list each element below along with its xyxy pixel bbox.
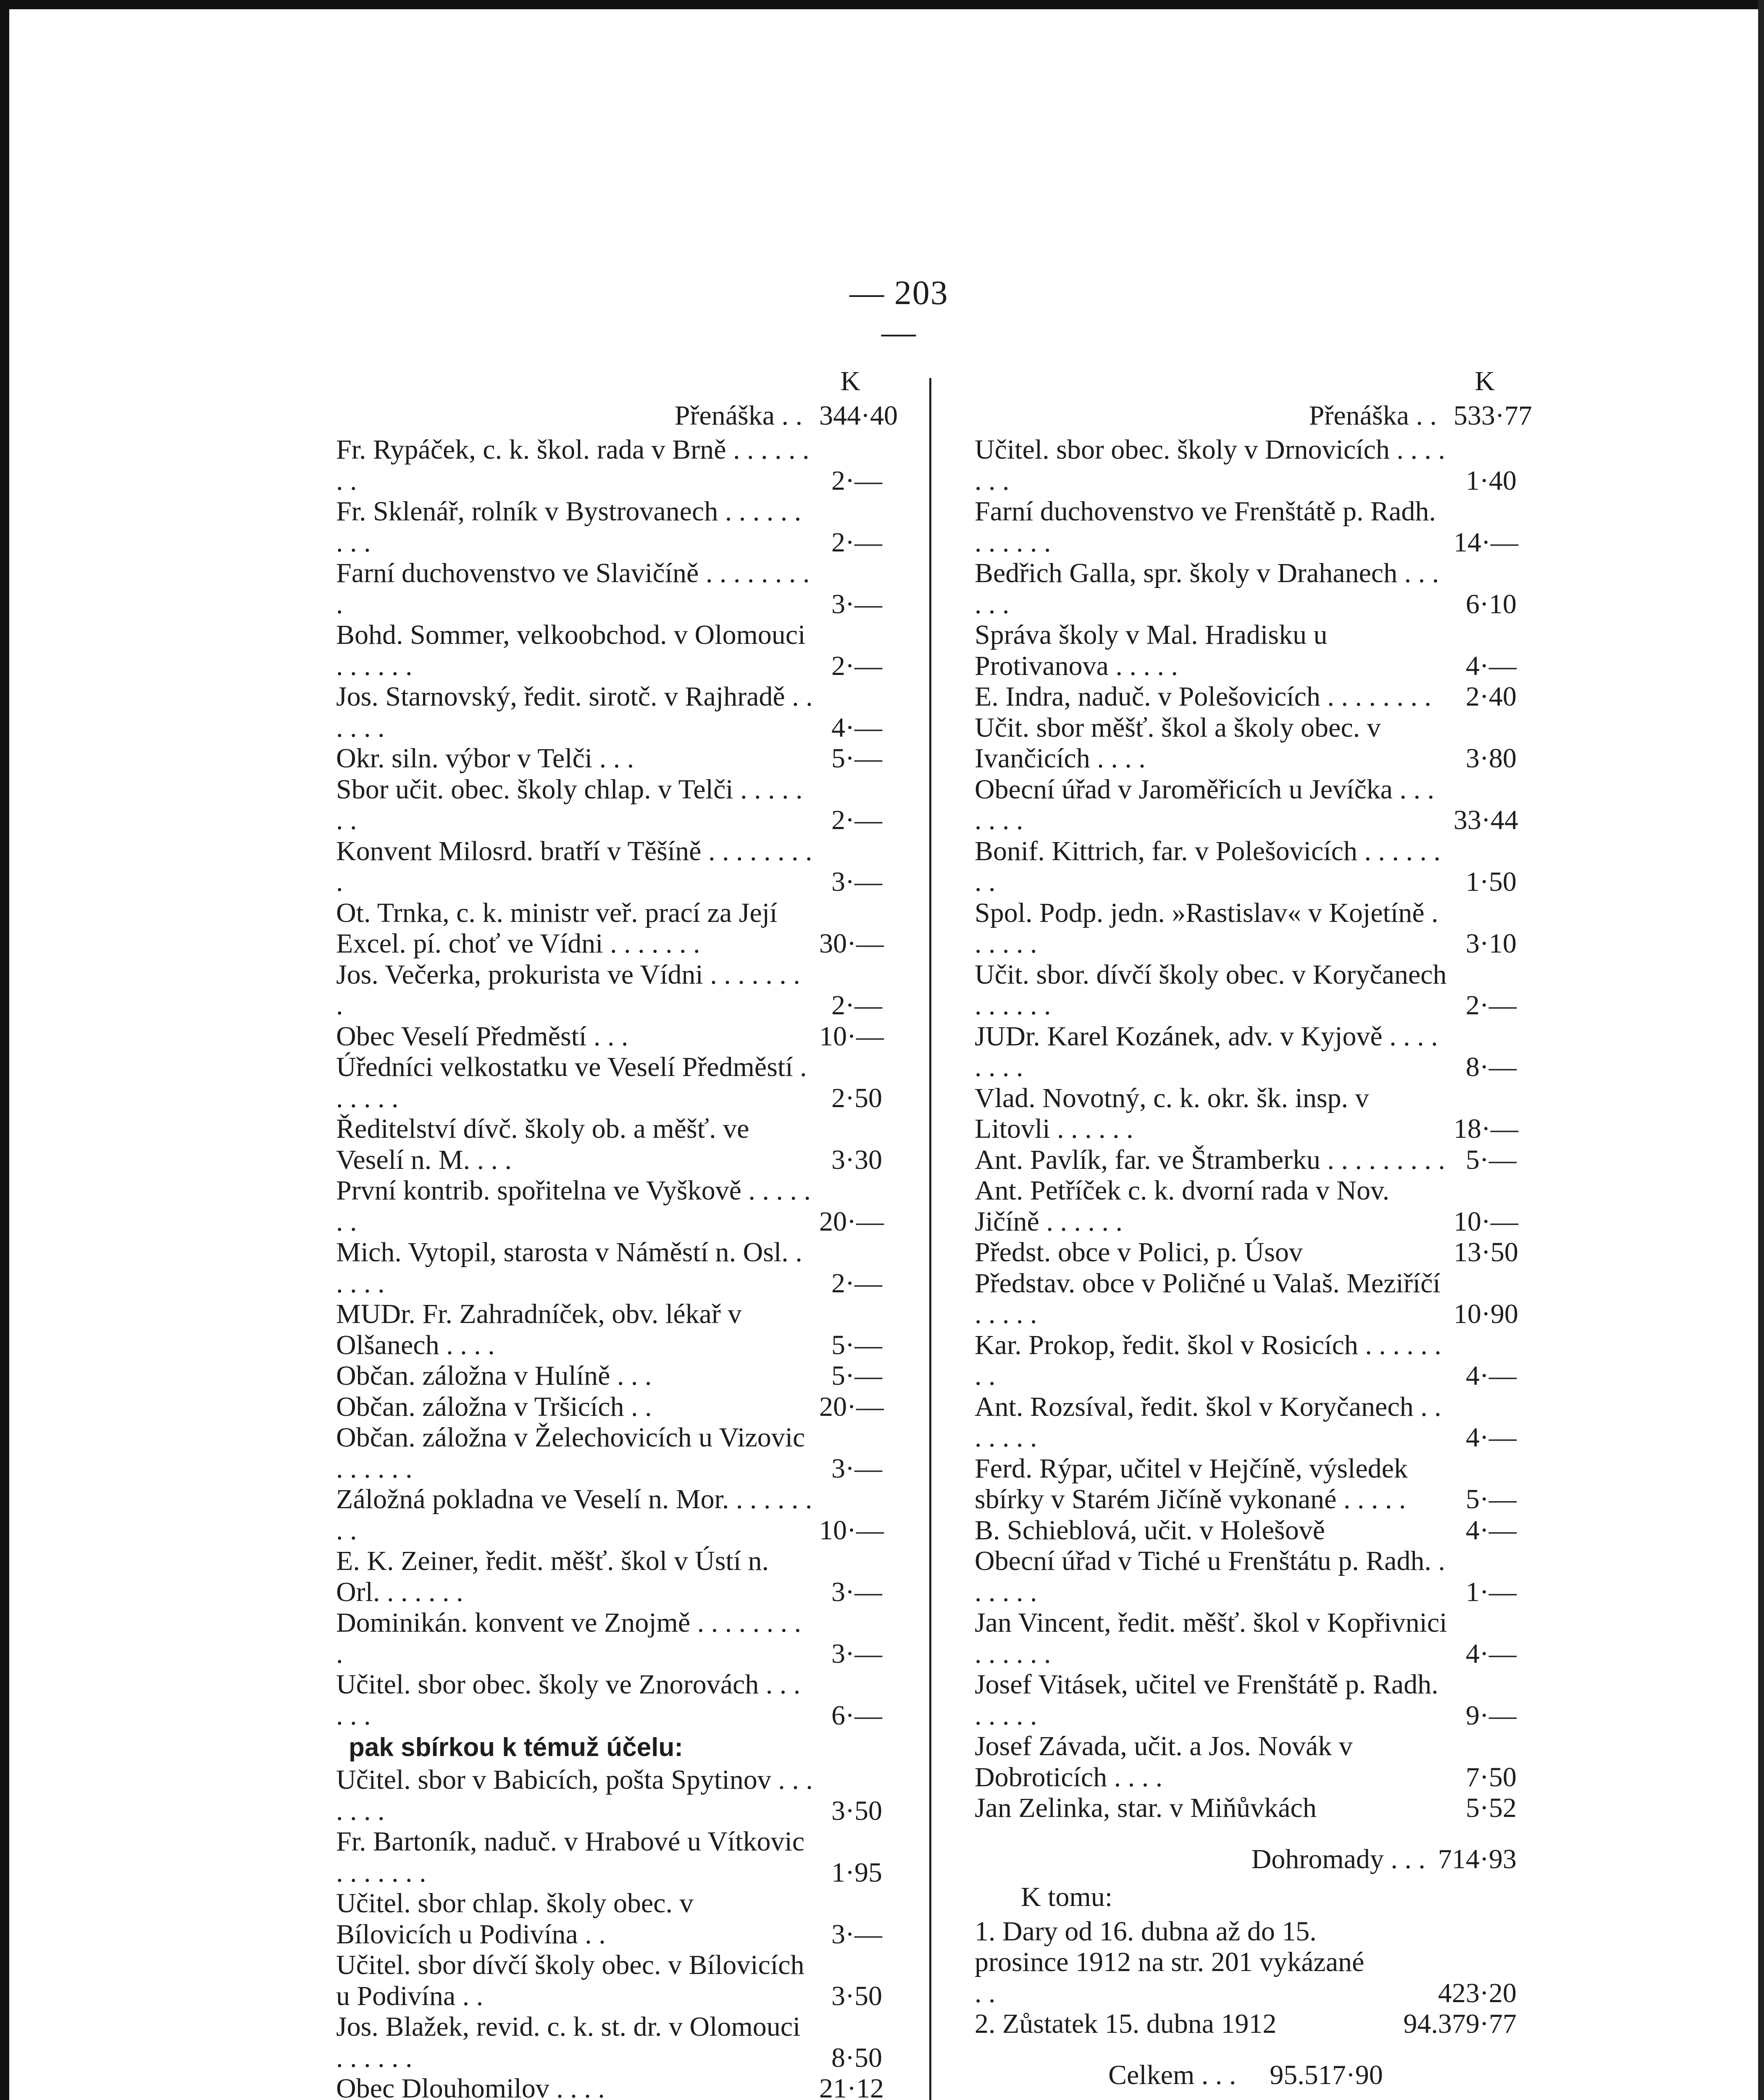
entry-row [975,712,1517,774]
grand-total-value: 95.517·90 [1270,2059,1383,2090]
entry-text: B. Schieblová, učit. v Holešově [975,1515,1325,1546]
entry-text: Jos. Blažek, revid. c. k. st. dr. v Olomouci . . . . . . [336,2011,801,2073]
entry-row [336,1546,882,1607]
entry-amount: 4·— [1466,1360,1517,1391]
entry-amount: 2·40 [1466,681,1517,712]
entry-amount: 3·— [831,866,882,897]
entry-amount: 2·— [831,465,882,496]
entry-amount: 2·— [831,805,882,835]
entry-text: 1. Dary od 16. dubna až do 15. prosince 1912 na str. 201 vykázané . . [975,1916,1364,2008]
entry-row [975,959,1517,1021]
entry-text: Konvent Milosrd. bratří v Těšíně . . . . . . . . . [336,835,812,897]
entry-row [975,1391,1517,1453]
entry-row [336,1052,882,1113]
entry-row [975,1793,1517,1824]
entry-row [336,2011,882,2073]
scan-edge-left [0,0,9,2100]
entry-row [975,1330,1517,1391]
left-column [336,365,898,2100]
collection-list [336,1764,882,2100]
entry-row [975,1175,1517,1237]
entry-text: Obecní úřad v Jaroměřicích u Jevíčka . . . . . . . [975,774,1435,835]
entry-text: Jan Zelinka, star. v Miňůvkách [975,1793,1317,1823]
entry-amount: 6·— [831,1700,882,1731]
entry-row [336,1360,882,1391]
subtotal-value: 714·93 [1438,1843,1517,1874]
entry-text: Učit. sbor. dívčí školy obec. v Koryčanech . . . . . . [975,959,1447,1021]
entry-amount: 9·— [1466,1700,1517,1731]
entry-text: Jos. Večerka, prokurista ve Vídni . . . . . . . . [336,959,800,1021]
entry-row [336,1888,882,1950]
entry-text: Vlad. Novotný, c. k. okr. šk. insp. v Litovli . . . . . . [975,1082,1369,1144]
carry-in-label: Přenáška . . [1309,400,1437,431]
subtotal-label: Dohromady . . . [1251,1843,1426,1874]
entry-text: Bedřich Galla, spr. školy v Drahanech . . . . . . [975,558,1439,620]
entry-amount: 4·— [831,712,882,743]
entry-amount: 20·— [819,1206,884,1237]
entry-row [975,1546,1517,1607]
donation-list [336,434,882,1731]
entry-row [336,1826,882,1888]
entry-text: Ferd. Rýpar, učitel v Hejčíně, výsledek sbírky v Starém Jičíně vykonané . . . . . [975,1453,1408,1515]
entry-amount: 2·— [831,650,882,681]
entry-text: Učitel. sbor chlap. školy obec. v Bílovicích u Podivína . . [336,1888,694,1950]
entry-amount: 3·80 [1466,743,1517,774]
entry-text: E. K. Zeiner, ředit. měšť. škol v Ústí n. Orl. . . . . . . [336,1546,769,1607]
entry-amount: 3·50 [831,1980,882,2011]
entry-amount: 3·— [831,1919,882,1950]
entry-amount: 5·— [1466,1484,1517,1515]
entry-amount: 8·— [1466,1052,1517,1082]
currency-header: K [1475,366,1495,396]
entry-text: Okr. siln. výbor v Telči . . . [336,743,634,774]
entry-text: Předst. obce v Polici, p. Úsov [975,1237,1303,1268]
entry-text: Učitel. sbor obec. školy v Drnovicích . . . . . . . [975,434,1445,496]
entry-amount: 3·— [831,588,882,620]
entry-amount: 10·— [1454,1206,1518,1237]
entry-text: Učitel. sbor v Babicích, pošta Spytinov . . . . . . . [336,1764,813,1826]
entry-text: Spol. Podp. jedn. »Rastislav« v Kojetíně . . . . . . [975,897,1438,959]
entry-row [975,836,1517,898]
entry-text: Ant. Pavlík, far. ve Štramberku . . . . . . . . . [975,1144,1446,1175]
entry-text: Ant. Rozsíval, ředit. škol v Koryčanech . . . . . . . [975,1391,1441,1453]
entry-row [975,681,1517,712]
entry-row [336,743,882,774]
entry-row [336,1950,882,2011]
entry-amount: 4·— [1466,1515,1517,1546]
entry-text: Ot. Trnka, c. k. ministr veř. prací za Její Excel. pí. choť ve Vídni . . . . . . . [336,897,778,959]
entry-row [336,898,882,959]
entry-text: Fr. Sklenář, rolník v Bystrovanech . . . . . . . . . [336,496,802,558]
entry-text: 2. Zůstatek 15. dubna 1912 [975,2008,1277,2039]
entry-amount: 3·50 [831,1795,882,1826]
entry-text: JUDr. Karel Kozánek, adv. v Kyjově . . . . . . . . [975,1021,1438,1082]
entry-row [975,1144,1517,1176]
entry-row [975,1453,1517,1515]
entry-text: Bonif. Kittrich, far. v Polešovicích . . . . . . . . [975,835,1441,897]
entry-row [336,2073,882,2100]
entry-amount: 30·— [819,928,884,959]
entry-text: Bohd. Sommer, velkoobchod. v Olomouci . . . . . . [336,620,806,681]
entry-amount: 1·— [1466,1576,1517,1607]
entry-text: Jos. Starnovský, ředit. sirotč. v Rajhradě . . . . . . [336,681,813,743]
entry-text: Učitel. sbor obec. školy ve Znorovách . . . . . . [336,1669,801,1731]
entry-amount: 10·— [819,1515,884,1546]
entry-row [336,1764,882,1826]
entry-amount: 5·— [831,1329,882,1360]
entry-text: Mich. Vytopil, starosta v Náměstí n. Osl. . . . . . [336,1237,802,1299]
entry-text: První kontrib. spořitelna ve Vyškově . . . . . . . [336,1175,811,1237]
entry-row [975,1237,1517,1268]
subtotal-row [975,1840,1517,1878]
entry-text: Sbor učit. obec. školy chlap. v Telči . . . . . . . [336,774,803,835]
entry-text: Jan Vincent, ředit. měšť. škol v Kopřivnici . . . . . . [975,1607,1447,1669]
entry-text: Obecní úřad v Tiché u Frenštátu p. Radh. . . . . . . [975,1546,1446,1607]
entry-amount: 18·— [1454,1113,1518,1144]
entry-amount: 4·— [1466,1422,1517,1453]
carry-in-value: 533·77 [1454,400,1532,431]
entry-text: Obec Veselí Předměstí . . . [336,1021,628,1052]
currency-header: K [840,366,860,396]
entry-row [975,898,1517,959]
entry-amount: 94.379·77 [1403,2008,1517,2039]
entry-amount: 6·10 [1466,588,1517,620]
entry-amount: 8·50 [831,2042,882,2073]
entry-text: Učit. sbor měšť. škol a školy obec. v Ivančicích . . . . [975,712,1381,774]
entry-amount: 5·52 [1466,1793,1517,1823]
entry-row [336,959,882,1021]
entry-row [336,1237,882,1299]
entry-amount: 21·12 [819,2073,884,2100]
entry-row [336,1113,882,1175]
entry-amount: 4·— [1466,650,1517,681]
entry-row [336,434,882,496]
entry-row [975,496,1517,558]
entry-row [975,620,1517,681]
carry-in-value: 344·40 [819,400,898,431]
entry-amount: 2·— [831,527,882,558]
entry-row [336,1422,882,1484]
grand-total-label: Celkem . . . [1108,2059,1236,2090]
entry-amount: 10·90 [1454,1299,1518,1329]
entry-row [975,1268,1517,1330]
entry-amount: 3·— [831,1576,882,1607]
entry-text: Fr. Rypáček, c. k. škol. rada v Brně . . . . . . . . [336,434,810,496]
entry-row [336,681,882,743]
entry-amount: 5·— [831,743,882,774]
entry-amount: 7·50 [1466,1761,1517,1793]
k-tomu-label: K tomu: [1021,1881,1113,1912]
entry-row [975,434,1517,496]
entry-amount: 3·— [831,1638,882,1669]
carry-in-label: Přenáška . . [674,400,802,431]
entry-text: Farní duchovenstvo ve Frenštátě p. Radh. . . . . . . [975,496,1436,558]
right-column [975,365,1532,2094]
entry-text: Kar. Prokop, ředit. škol v Rosicích . . . . . . . . [975,1329,1441,1391]
entry-amount: 13·50 [1454,1237,1518,1268]
entry-text: Úředníci velkostatku ve Veselí Předměstí . . . . . . [336,1052,807,1113]
entry-text: Ant. Petříček c. k. dvorní rada v Nov. Jičíně . . . . . . [975,1175,1390,1237]
entry-row [975,1607,1517,1669]
entry-text: E. Indra, naduč. v Polešovicích . . . . . . . . [975,681,1431,712]
entry-amount: 1·50 [1466,866,1517,897]
scan-edge-top [0,0,1764,9]
entry-amount: 5·— [831,1360,882,1391]
entry-amount: 1·95 [831,1857,882,1888]
entry-text: Farní duchovenstvo ve Slavičíně . . . . . . . . . [336,558,810,620]
grand-total-row [975,2056,1517,2094]
entry-text: Obec Dlouhomilov . . . . [336,2073,605,2100]
entry-amount: 2·— [831,1268,882,1299]
entry-amount: 3·10 [1466,928,1517,959]
section-heading: pak sbírkou k témuž účelu: [349,1733,683,1762]
entry-amount: 10·— [819,1021,884,1052]
entry-row [336,1484,882,1546]
entry-amount: 423·20 [1438,1977,1517,2008]
entry-amount: 1·40 [1466,465,1517,496]
carry-in-row [336,397,898,434]
entry-row [975,2008,1517,2040]
entry-amount: 2·50 [831,1082,882,1113]
entry-row [336,1669,882,1731]
entry-amount: 2·— [831,990,882,1021]
entry-text: Dominikán. konvent ve Znojmě . . . . . . . . . [336,1607,802,1669]
entry-text: Ředitelství dívč. školy ob. a měšť. ve Veselí n. M. . . . [336,1113,749,1175]
entry-row [975,1515,1517,1546]
entry-row [975,1669,1517,1731]
summary-block [975,1840,1517,2094]
entry-amount: 20·— [819,1391,884,1422]
entry-row [336,1021,882,1052]
entry-row [975,1916,1517,2009]
entry-row [975,1021,1517,1083]
entry-text: Správa školy v Mal. Hradisku u Protivanova . . . . . [975,620,1328,681]
entry-row [975,1083,1517,1144]
entry-text: Fr. Bartoník, naduč. v Hrabové u Vítkovic . . . . . . . [336,1826,805,1888]
entry-row [975,558,1517,620]
entry-row [975,774,1517,836]
scan-edge-right [1758,0,1764,2100]
entry-amount: 33·44 [1454,805,1518,835]
entry-row [336,774,882,836]
entry-row [336,1391,882,1423]
entry-text: MUDr. Fr. Zahradníček, obv. lékař v Olšanech . . . . [336,1299,742,1360]
entry-row [336,558,882,620]
entry-row [336,1299,882,1360]
entry-row [336,496,882,558]
entry-amount: 3·— [831,1453,882,1484]
donation-list [975,434,1517,1824]
entry-text: Učitel. sbor dívčí školy obec. v Bílovicích u Podivína . . [336,1950,804,2011]
page-number: — 203 — [849,273,949,351]
carry-in-row [975,397,1532,434]
entry-text: Občan. záložna v Hulíně . . . [336,1360,652,1391]
entry-text: Představ. obce v Poličné u Valaš. Meziříčí . . . . . [975,1268,1441,1329]
entry-row [336,1607,882,1669]
entry-amount: 3·30 [831,1144,882,1175]
entry-row [336,620,882,681]
entry-amount: 4·— [1466,1638,1517,1669]
entry-text: Josef Závada, učit. a Jos. Novák v Dobroticích . . . . [975,1731,1353,1793]
entry-text: Záložná pokladna ve Veselí n. Mor. . . . . . . . . [336,1484,812,1546]
entry-text: Občan. záložna v Tršicích . . [336,1391,652,1422]
entry-row [336,836,882,898]
entry-text: Josef Vitásek, učitel ve Frenštátě p. Radh. . . . . . [975,1669,1438,1731]
entry-text: Občan. záložna v Želechovicích u Vizovic . . . . . . [336,1422,805,1484]
column-divider [929,378,931,2100]
entry-amount: 14·— [1454,527,1518,558]
entry-amount: 5·— [1466,1144,1517,1175]
entry-amount: 2·— [1466,990,1517,1021]
entry-row [975,1731,1517,1793]
entry-row [336,1175,882,1237]
summary-list [975,1916,1517,2040]
